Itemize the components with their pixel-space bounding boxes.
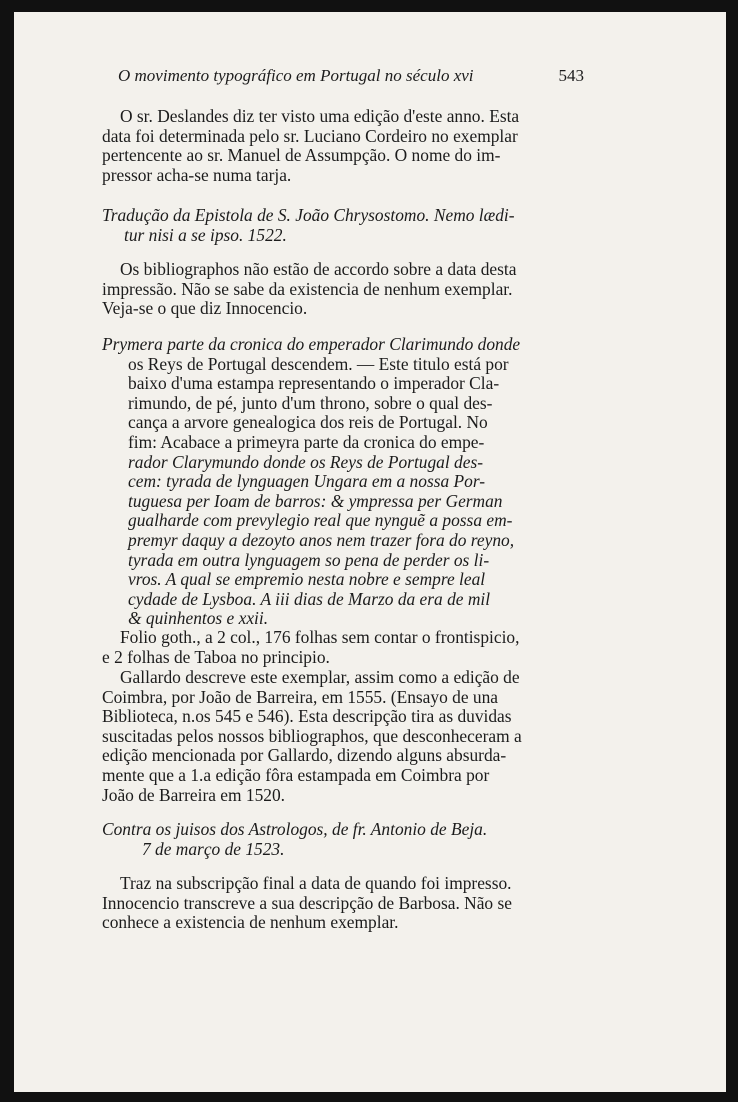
text-line: conhece a existencia de nenhum exemplar. [102,912,399,933]
paragraph-folio [102,628,580,667]
entry-line: tyrada em outra lynguagem so pena de perder os li- [128,549,490,570]
entry-heading-contra-juisos [102,820,580,859]
text-line: data foi determinada pelo sr. Luciano Cordeiro no exemplar [102,125,518,146]
running-header [114,66,584,92]
heading-line: 7 de março de 1523. [142,838,285,859]
text-line: Gallardo descreve este exemplar, assim como a edição de [120,667,520,687]
text-line: mente que a 1.a edição fôra estampada em Coimbra por [102,764,490,785]
heading-line: Tradução da Epistola de S. João Chrysostomo. Nemo lædi- [102,205,515,225]
text-line: edição mencionada por Gallardo, dizendo alguns absurda- [102,745,507,766]
entry-line: cem: tyrada de lynguagen Ungara em a nossa Por- [128,471,486,492]
running-title: O movimento typográfico em Portugal no século xvi [118,66,474,85]
text-line: Os bibliographos não estão de accordo sobre a data desta [120,259,517,279]
entry-line: vros. A qual se empremio nesta nobre e sempre leal [128,569,486,590]
entry-line: rimundo, de pé, junto d'um throno, sobre o qual des- [128,392,493,413]
entry-line: gualharde com prevylegio real que nynguẽ a possa em- [128,510,513,531]
entry-cronica-clarimundo [102,335,580,629]
text-line: suscitadas pelos nossos bibliographos, que desconheceram a [102,725,522,746]
entry-line: premyr daquy a dezoyto anos nem trazer fora do reyno, [128,529,515,550]
entry-line: rador Clarymundo donde os Reys de Portugal des- [128,451,484,472]
text-line: Biblioteca, n.os 545 e 546). Esta descripção tira as duvidas [102,706,512,727]
text-line: Traz na subscripção final a data de quando foi impresso. [120,873,512,893]
entry-line: fim: Acabace a primeyra parte da cronica do empe- [128,431,485,452]
text-line: Coimbra, por João de Barreira, em 1555. (Ensayo de una [102,686,499,707]
entry-line: cança a arvore genealogica dos reis de Portugal. No [128,412,488,433]
text-line: pressor acha-se numa tarja. [102,164,292,185]
book-page [14,12,726,1092]
entry-line: cydade de Lysboa. A iii dias de Marzo da era de mil [128,588,491,609]
paragraph-subscripcao [102,874,580,933]
entry-line: Prymera parte da cronica do emperador Clarimundo donde [102,334,521,354]
text-line: Veja-se o que diz Innocencio. [102,298,308,319]
paragraph-gallardo [102,668,580,805]
heading-line: tur nisi a se ipso. 1522. [124,224,287,245]
text-line: e 2 folhas de Taboa no principio. [102,646,330,667]
entry-line: os Reys de Portugal descendem. — Este titulo está por [128,353,509,374]
paragraph-deslandes [102,107,580,185]
paragraph-bibliographos [102,260,580,319]
text-line: João de Barreira em 1520. [102,784,286,805]
text-line: Innocencio transcreve a sua descripção de Barbosa. Não se [102,892,512,913]
text-line: Folio goth., a 2 col., 176 folhas sem contar o frontispicio, [120,627,520,647]
entry-line: & quinhentos e xxii. [128,608,269,629]
heading-line: Contra os juisos dos Astrologos, de fr. Antonio de Beja. [102,819,488,839]
page-number: 543 [558,66,584,85]
entry-line: tuguesa per Ioam de barros: & ympressa per German [128,490,503,511]
entry-heading-traducao-epistola [102,206,580,245]
text-line: impressão. Não se sabe da existencia de nenhum exemplar. [102,278,513,299]
text-line: pertencente ao sr. Manuel de Assumpção. O nome do im- [102,145,501,166]
text-line: O sr. Deslandes diz ter visto uma edição d'este anno. Esta [120,106,520,126]
entry-line: baixo d'uma estampa representando o imperador Cla- [128,373,500,394]
